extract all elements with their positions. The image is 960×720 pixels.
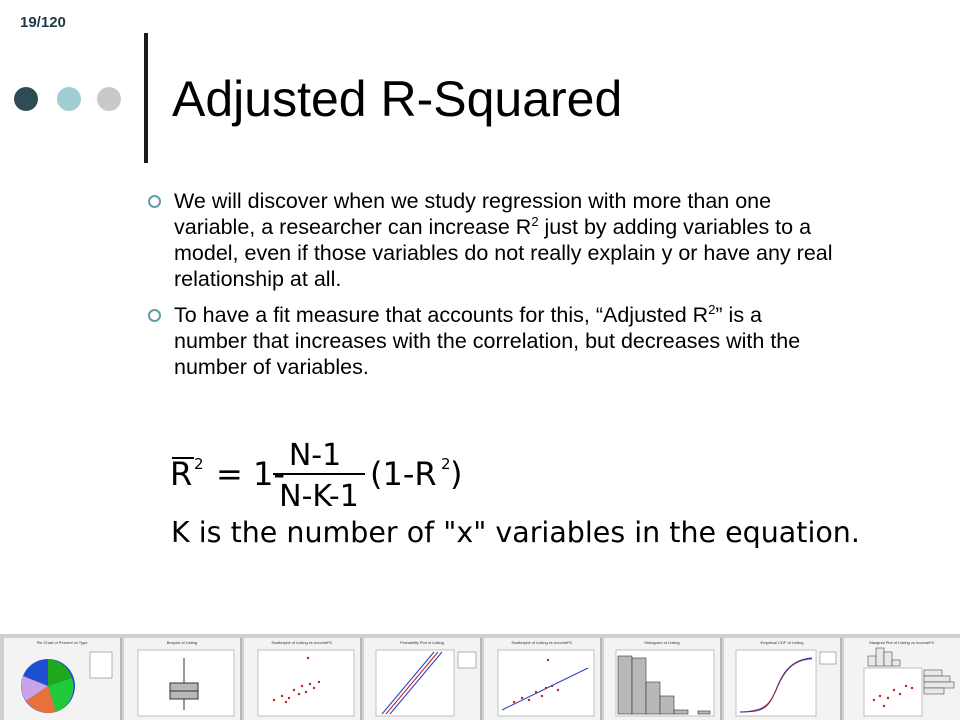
formula-lhs: R [170, 455, 193, 493]
bullet-text: We will discover when we study regression with more than one variable, a researcher can increase R [174, 189, 772, 239]
formula-factor-open: (1-R [370, 455, 437, 493]
scatterplot-thumbnail[interactable] [244, 638, 362, 720]
bullet-item [148, 302, 838, 380]
boxplot-thumbnail[interactable] [124, 638, 242, 720]
thumbnail-caption: Scatterplot of Listing vs IncomePC [511, 640, 573, 645]
bullet-list [148, 188, 838, 390]
thumbnail-caption: Marginal Plot of Listing vs IncomePC [869, 640, 935, 645]
pie-chart-icon [4, 638, 120, 720]
scatterplot-fit-thumbnail[interactable] [484, 638, 602, 720]
boxplot-icon [124, 638, 240, 720]
scatterplot-icon [244, 638, 360, 720]
histogram-icon [604, 638, 720, 720]
formula-denominator: N-K-1 [279, 479, 359, 514]
page-title: Adjusted R-Squared [172, 71, 623, 127]
cdf-icon [724, 638, 840, 720]
bullet-item [148, 188, 838, 292]
adjusted-r-squared-formula [160, 425, 500, 520]
k-definition: K is the number of "x" variables in the equation. [171, 516, 860, 549]
thumbnail-caption: Scatterplot of Listing vs IncomePC [271, 640, 333, 645]
formula-factor-close: ) [450, 455, 463, 493]
probability-plot-thumbnail[interactable] [364, 638, 482, 720]
circle-bullet-icon [148, 309, 161, 322]
superscript: 2 [708, 301, 716, 317]
slide-number: 19/120 [20, 14, 66, 31]
bullet-text: To have a fit measure that accounts for this, “Adjusted R [174, 303, 709, 327]
scatterplot-fit-icon [484, 638, 600, 720]
probability-plot-icon [364, 638, 480, 720]
light-teal-circle-icon [57, 87, 81, 111]
formula-equals-one-minus: = 1- [216, 455, 285, 493]
dark-circle-icon [14, 87, 38, 111]
formula-lhs-sup: 2 [194, 455, 204, 473]
thumbnail-caption: Boxplot of Listing [166, 640, 198, 645]
thumbnail-caption: Empirical CDF of Listing [760, 640, 804, 645]
title-divider [144, 33, 148, 163]
formula-numerator: N-1 [288, 438, 342, 473]
thumbnail-caption: Pie Chart of Percent vs Type [36, 640, 88, 645]
superscript: 2 [531, 213, 539, 229]
bullet-text: ” is a number that increases with the correlation, but decreases with the number of variables. [174, 303, 801, 379]
histogram-thumbnail[interactable] [604, 638, 722, 720]
formula-factor-sup: 2 [441, 455, 451, 473]
marginal-plot-thumbnail[interactable] [844, 638, 960, 720]
cdf-thumbnail[interactable] [724, 638, 842, 720]
thumbnail-caption: Histogram of Listing [644, 640, 680, 645]
pie-chart-thumbnail[interactable] [4, 638, 122, 720]
circle-bullet-icon [148, 195, 161, 208]
thumbnail-caption: Probability Plot of Listing [400, 640, 444, 645]
gray-circle-icon [97, 87, 121, 111]
marginal-plot-icon [844, 638, 960, 720]
bullet-text: just by adding variables to a model, even if those variables do not really explain y or have any real relationship at all. [174, 215, 833, 291]
